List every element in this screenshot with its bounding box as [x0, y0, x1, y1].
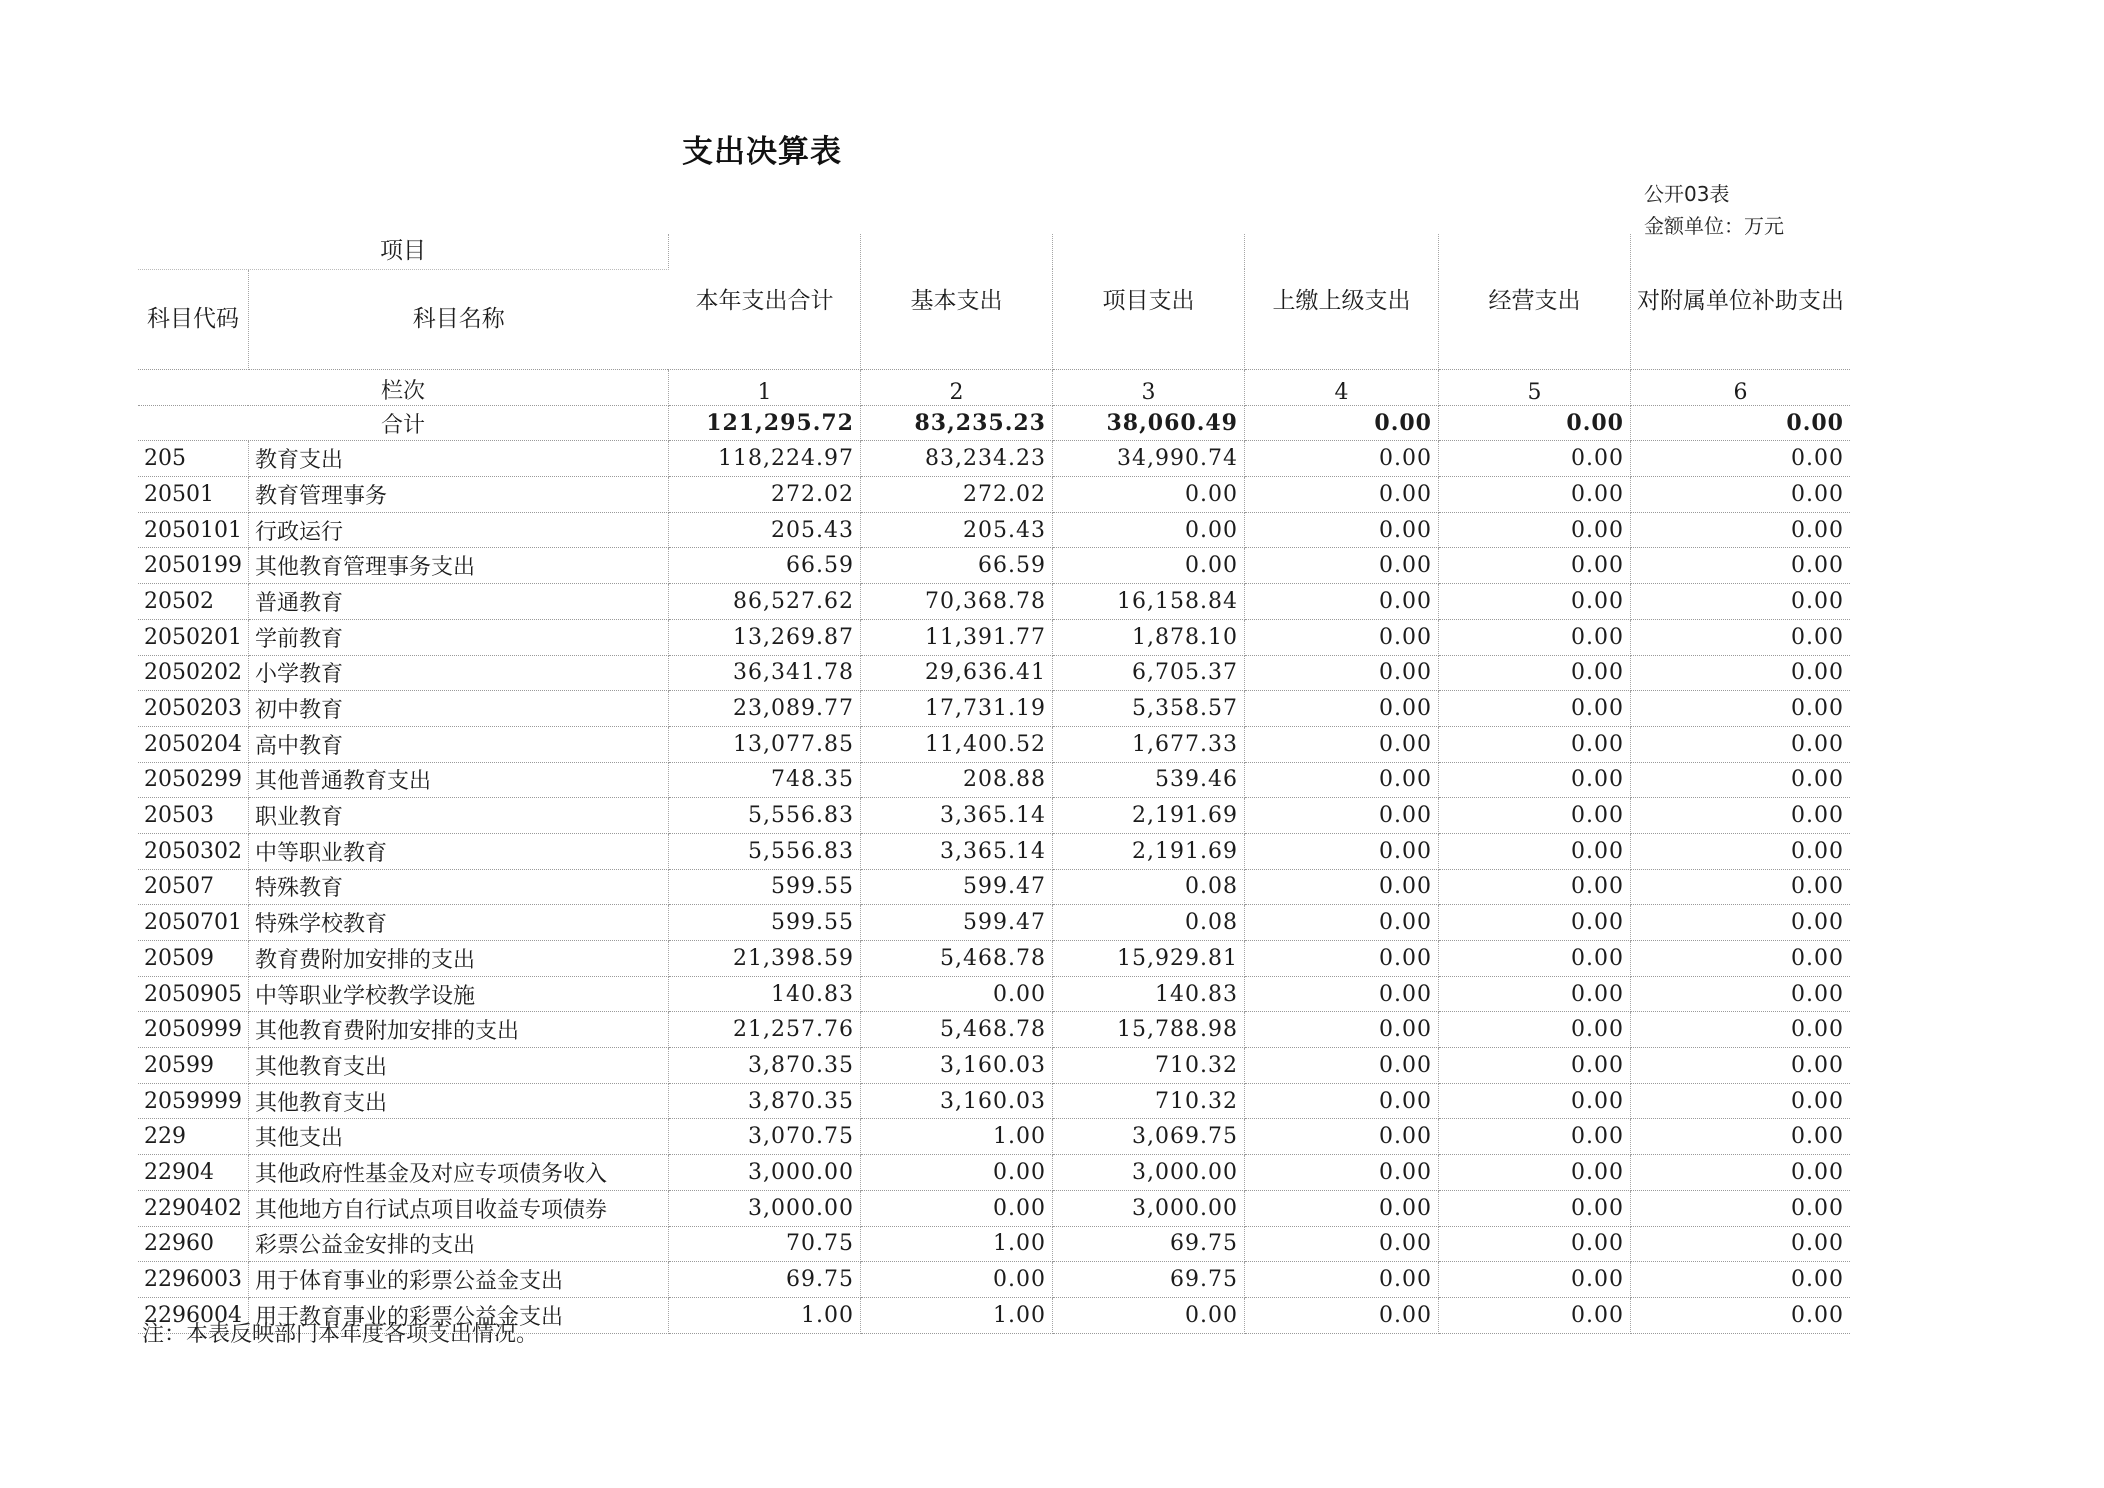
amount-cell: 0.00: [1630, 726, 1850, 762]
amount-cell: 0.00: [1630, 1226, 1850, 1262]
amount-cell: 0.00: [1244, 726, 1438, 762]
amount-cell: 599.55: [668, 869, 860, 905]
table-row: [138, 798, 1850, 834]
amount-cell: 1.00: [860, 1297, 1052, 1333]
amount-cell: 0.00: [1438, 1048, 1630, 1084]
header-basic-expenditure: 基本支出: [860, 234, 1052, 369]
amount-cell: 0.00: [1630, 798, 1850, 834]
table-note: 注：本表反映部门本年度各项支出情况。: [142, 1322, 539, 1347]
subject-code: 2296004: [138, 1297, 248, 1333]
amount-cell: 69.75: [668, 1262, 860, 1298]
expenditure-table: [138, 234, 1850, 1334]
subject-code: 2050202: [138, 655, 248, 691]
amount-cell: 0.00: [1630, 512, 1850, 548]
amount-cell: 0.00: [1244, 976, 1438, 1012]
amount-cell: 118,224.97: [668, 441, 860, 477]
amount-cell: 0.00: [1244, 1226, 1438, 1262]
subject-name: 彩票公益金安排的支出: [248, 1226, 668, 1262]
amount-cell: 0.00: [1630, 655, 1850, 691]
amount-cell: 0.00: [1630, 905, 1850, 941]
table-row: [138, 1262, 1850, 1298]
amount-cell: 0.00: [1630, 1012, 1850, 1048]
subject-code: 20501: [138, 477, 248, 513]
subject-code: 20599: [138, 1048, 248, 1084]
amount-cell: 0.00: [1630, 441, 1850, 477]
amount-cell: 0.00: [1630, 1262, 1850, 1298]
amount-cell: 0.00: [860, 1155, 1052, 1191]
amount-cell: 0.00: [1244, 1297, 1438, 1333]
column-index: 1: [668, 369, 860, 405]
header-operating-expenditure: 经营支出: [1438, 234, 1630, 369]
page-title: 支出决算表: [682, 134, 842, 170]
amount-cell: 0.00: [1244, 1012, 1438, 1048]
subject-code: 2050905: [138, 976, 248, 1012]
amount-cell: 15,788.98: [1052, 1012, 1244, 1048]
subject-name: 高中教育: [248, 726, 668, 762]
column-index: 4: [1244, 369, 1438, 405]
amount-cell: 3,870.35: [668, 1048, 860, 1084]
amount-cell: 0.00: [1052, 512, 1244, 548]
amount-cell: 0.00: [1244, 655, 1438, 691]
table-row: [138, 869, 1850, 905]
amount-cell: 3,000.00: [1052, 1155, 1244, 1191]
table-row: [138, 976, 1850, 1012]
amount-unit: 金额单位：万元: [1644, 214, 1784, 238]
amount-cell: 1,677.33: [1052, 726, 1244, 762]
amount-cell: 1.00: [668, 1297, 860, 1333]
subject-name: 其他政府性基金及对应专项债务收入: [248, 1155, 668, 1191]
amount-cell: 34,990.74: [1052, 441, 1244, 477]
amount-cell: 599.47: [860, 905, 1052, 941]
subject-name: 其他支出: [248, 1119, 668, 1155]
total-value: 0.00: [1630, 405, 1850, 441]
subject-name: 用于教育事业的彩票公益金支出: [248, 1297, 668, 1333]
amount-cell: 0.00: [1438, 1155, 1630, 1191]
subject-code: 2296003: [138, 1262, 248, 1298]
subject-code: 2050203: [138, 691, 248, 727]
subject-code: 2050302: [138, 833, 248, 869]
amount-cell: 1,878.10: [1052, 619, 1244, 655]
amount-cell: 3,000.00: [668, 1155, 860, 1191]
amount-cell: 86,527.62: [668, 584, 860, 620]
subject-code: 2050299: [138, 762, 248, 798]
amount-cell: 0.00: [1630, 1155, 1850, 1191]
amount-cell: 0.00: [1438, 1262, 1630, 1298]
amount-cell: 272.02: [860, 477, 1052, 513]
subject-name: 职业教育: [248, 798, 668, 834]
amount-cell: 5,358.57: [1052, 691, 1244, 727]
amount-cell: 208.88: [860, 762, 1052, 798]
column-index-label: 栏次: [138, 369, 668, 405]
amount-cell: 3,069.75: [1052, 1119, 1244, 1155]
table-row: [138, 833, 1850, 869]
table-row: [138, 1012, 1850, 1048]
subject-name: 用于体育事业的彩票公益金支出: [248, 1262, 668, 1298]
total-value: 0.00: [1438, 405, 1630, 441]
subject-code: 22904: [138, 1155, 248, 1191]
amount-cell: 3,000.00: [1052, 1190, 1244, 1226]
amount-cell: 0.00: [1438, 905, 1630, 941]
amount-cell: 539.46: [1052, 762, 1244, 798]
amount-cell: 0.00: [1244, 762, 1438, 798]
subject-code: 2050999: [138, 1012, 248, 1048]
amount-cell: 272.02: [668, 477, 860, 513]
amount-cell: 70.75: [668, 1226, 860, 1262]
amount-cell: 3,365.14: [860, 833, 1052, 869]
amount-cell: 0.00: [1630, 619, 1850, 655]
amount-cell: 0.00: [1244, 1083, 1438, 1119]
amount-cell: 140.83: [668, 976, 860, 1012]
amount-cell: 0.00: [1244, 1048, 1438, 1084]
amount-cell: 3,365.14: [860, 798, 1052, 834]
amount-cell: 0.00: [1438, 441, 1630, 477]
subject-code: 20503: [138, 798, 248, 834]
amount-cell: 66.59: [668, 548, 860, 584]
subject-name: 中等职业学校教学设施: [248, 976, 668, 1012]
subject-name: 中等职业教育: [248, 833, 668, 869]
amount-cell: 1.00: [860, 1119, 1052, 1155]
amount-cell: 0.00: [1052, 548, 1244, 584]
amount-cell: 0.00: [1630, 1083, 1850, 1119]
table-row: [138, 1048, 1850, 1084]
amount-cell: 0.00: [1630, 1297, 1850, 1333]
amount-cell: 205.43: [668, 512, 860, 548]
amount-cell: 0.00: [1244, 584, 1438, 620]
amount-cell: 2,191.69: [1052, 798, 1244, 834]
amount-cell: 0.08: [1052, 869, 1244, 905]
amount-cell: 1.00: [860, 1226, 1052, 1262]
table-row: [138, 691, 1850, 727]
subject-code: 205: [138, 441, 248, 477]
table-row: [138, 548, 1850, 584]
header-subject-name: 科目名称: [248, 269, 668, 369]
amount-cell: 36,341.78: [668, 655, 860, 691]
amount-cell: 0.00: [1052, 1297, 1244, 1333]
amount-cell: 83,234.23: [860, 441, 1052, 477]
amount-cell: 0.00: [1438, 726, 1630, 762]
amount-cell: 0.00: [1244, 1155, 1438, 1191]
amount-cell: 6,705.37: [1052, 655, 1244, 691]
amount-cell: 0.00: [1438, 1190, 1630, 1226]
table-row: [138, 512, 1850, 548]
table-row: [138, 726, 1850, 762]
amount-cell: 0.00: [1244, 869, 1438, 905]
subject-name: 教育费附加安排的支出: [248, 941, 668, 977]
amount-cell: 0.00: [1244, 477, 1438, 513]
amount-cell: 0.00: [1630, 1190, 1850, 1226]
amount-cell: 0.00: [860, 1262, 1052, 1298]
amount-cell: 15,929.81: [1052, 941, 1244, 977]
total-label: 合计: [138, 405, 668, 441]
amount-cell: 0.00: [1244, 798, 1438, 834]
amount-cell: 0.00: [1630, 1119, 1850, 1155]
table-row: [138, 584, 1850, 620]
amount-cell: 0.00: [1630, 869, 1850, 905]
amount-cell: 0.00: [860, 976, 1052, 1012]
total-value: 83,235.23: [860, 405, 1052, 441]
amount-cell: 0.00: [1244, 1262, 1438, 1298]
amount-cell: 0.08: [1052, 905, 1244, 941]
amount-cell: 0.00: [1438, 584, 1630, 620]
subject-name: 教育支出: [248, 441, 668, 477]
amount-cell: 11,400.52: [860, 726, 1052, 762]
column-index: 6: [1630, 369, 1850, 405]
amount-cell: 5,468.78: [860, 941, 1052, 977]
amount-cell: 0.00: [1438, 1297, 1630, 1333]
subject-code: 20502: [138, 584, 248, 620]
table-row: [138, 941, 1850, 977]
amount-cell: 0.00: [1630, 548, 1850, 584]
amount-cell: 140.83: [1052, 976, 1244, 1012]
form-number: 公开03表: [1644, 182, 1730, 206]
amount-cell: 2,191.69: [1052, 833, 1244, 869]
amount-cell: 0.00: [1438, 976, 1630, 1012]
subject-name: 其他地方自行试点项目收益专项债券: [248, 1190, 668, 1226]
amount-cell: 13,077.85: [668, 726, 860, 762]
amount-cell: 0.00: [1630, 941, 1850, 977]
table-body: [138, 441, 1850, 1333]
amount-cell: 5,556.83: [668, 833, 860, 869]
subject-name: 其他普通教育支出: [248, 762, 668, 798]
amount-cell: 599.47: [860, 869, 1052, 905]
amount-cell: 0.00: [1244, 1190, 1438, 1226]
amount-cell: 0.00: [1438, 477, 1630, 513]
amount-cell: 0.00: [1438, 798, 1630, 834]
amount-cell: 0.00: [1630, 477, 1850, 513]
amount-cell: 0.00: [1438, 512, 1630, 548]
amount-cell: 0.00: [1630, 976, 1850, 1012]
amount-cell: 3,160.03: [860, 1048, 1052, 1084]
header-project: 项目: [138, 234, 668, 269]
amount-cell: 3,870.35: [668, 1083, 860, 1119]
subject-name: 特殊学校教育: [248, 905, 668, 941]
table-row: [138, 1119, 1850, 1155]
amount-cell: 0.00: [1438, 941, 1630, 977]
amount-cell: 21,257.76: [668, 1012, 860, 1048]
amount-cell: 3,070.75: [668, 1119, 860, 1155]
amount-cell: 0.00: [1438, 691, 1630, 727]
amount-cell: 0.00: [1052, 477, 1244, 513]
table-row: [138, 1155, 1850, 1191]
amount-cell: 3,000.00: [668, 1190, 860, 1226]
amount-cell: 0.00: [1244, 691, 1438, 727]
amount-cell: 0.00: [1244, 833, 1438, 869]
subject-code: 229: [138, 1119, 248, 1155]
header-subject-code: 科目代码: [138, 269, 248, 369]
table-row: [138, 655, 1850, 691]
subject-name: 行政运行: [248, 512, 668, 548]
subject-name: 普通教育: [248, 584, 668, 620]
subject-name: 其他教育支出: [248, 1048, 668, 1084]
table-row: [138, 441, 1850, 477]
header-upper-level-payment: 上缴上级支出: [1244, 234, 1438, 369]
table-row: [138, 1190, 1850, 1226]
subject-name: 教育管理事务: [248, 477, 668, 513]
subject-code: 2050201: [138, 619, 248, 655]
amount-cell: 710.32: [1052, 1048, 1244, 1084]
amount-cell: 0.00: [1244, 512, 1438, 548]
amount-cell: 69.75: [1052, 1262, 1244, 1298]
amount-cell: 0.00: [1630, 833, 1850, 869]
amount-cell: 5,468.78: [860, 1012, 1052, 1048]
amount-cell: 70,368.78: [860, 584, 1052, 620]
subject-name: 其他教育支出: [248, 1083, 668, 1119]
amount-cell: 0.00: [1438, 655, 1630, 691]
header-subsidiary-subsidy: 对附属单位补助支出: [1630, 234, 1850, 369]
column-index: 3: [1052, 369, 1244, 405]
amount-cell: 0.00: [1244, 548, 1438, 584]
column-index: 2: [860, 369, 1052, 405]
amount-cell: 599.55: [668, 905, 860, 941]
column-index-row: [138, 369, 1850, 405]
subject-name: 其他教育管理事务支出: [248, 548, 668, 584]
amount-cell: 0.00: [1438, 548, 1630, 584]
amount-cell: 66.59: [860, 548, 1052, 584]
header-project-expenditure: 项目支出: [1052, 234, 1244, 369]
amount-cell: 0.00: [1244, 619, 1438, 655]
amount-cell: 0.00: [1438, 833, 1630, 869]
amount-cell: 5,556.83: [668, 798, 860, 834]
amount-cell: 11,391.77: [860, 619, 1052, 655]
amount-cell: 0.00: [1438, 619, 1630, 655]
subject-code: 20507: [138, 869, 248, 905]
amount-cell: 710.32: [1052, 1083, 1244, 1119]
amount-cell: 0.00: [1630, 1048, 1850, 1084]
header-total-expenditure: 本年支出合计: [668, 234, 860, 369]
amount-cell: 0.00: [1438, 869, 1630, 905]
amount-cell: 0.00: [1244, 1119, 1438, 1155]
table-row: [138, 1083, 1850, 1119]
subject-code: 2050204: [138, 726, 248, 762]
amount-cell: 0.00: [1630, 691, 1850, 727]
amount-cell: 0.00: [1438, 1119, 1630, 1155]
amount-cell: 13,269.87: [668, 619, 860, 655]
subject-code: 2290402: [138, 1190, 248, 1226]
total-row: [138, 405, 1850, 441]
total-value: 121,295.72: [668, 405, 860, 441]
total-value: 0.00: [1244, 405, 1438, 441]
subject-code: 2050199: [138, 548, 248, 584]
amount-cell: 748.35: [668, 762, 860, 798]
table-row: [138, 619, 1850, 655]
amount-cell: 3,160.03: [860, 1083, 1052, 1119]
amount-cell: 0.00: [1244, 941, 1438, 977]
amount-cell: 21,398.59: [668, 941, 860, 977]
amount-cell: 0.00: [1438, 762, 1630, 798]
table-row: [138, 477, 1850, 513]
subject-code: 22960: [138, 1226, 248, 1262]
amount-cell: 23,089.77: [668, 691, 860, 727]
amount-cell: 0.00: [1438, 1083, 1630, 1119]
amount-cell: 69.75: [1052, 1226, 1244, 1262]
table-row: [138, 905, 1850, 941]
amount-cell: 0.00: [1244, 905, 1438, 941]
amount-cell: 0.00: [1630, 762, 1850, 798]
amount-cell: 0.00: [860, 1190, 1052, 1226]
subject-name: 学前教育: [248, 619, 668, 655]
amount-cell: 205.43: [860, 512, 1052, 548]
amount-cell: 29,636.41: [860, 655, 1052, 691]
subject-code: 2059999: [138, 1083, 248, 1119]
subject-name: 其他教育费附加安排的支出: [248, 1012, 668, 1048]
amount-cell: 0.00: [1244, 441, 1438, 477]
table-row: [138, 762, 1850, 798]
subject-code: 2050701: [138, 905, 248, 941]
subject-code: 2050101: [138, 512, 248, 548]
column-index: 5: [1438, 369, 1630, 405]
amount-cell: 0.00: [1438, 1226, 1630, 1262]
table-row: [138, 1226, 1850, 1262]
subject-code: 20509: [138, 941, 248, 977]
subject-name: 特殊教育: [248, 869, 668, 905]
total-value: 38,060.49: [1052, 405, 1244, 441]
amount-cell: 16,158.84: [1052, 584, 1244, 620]
subject-name: 小学教育: [248, 655, 668, 691]
subject-name: 初中教育: [248, 691, 668, 727]
amount-cell: 17,731.19: [860, 691, 1052, 727]
amount-cell: 0.00: [1630, 584, 1850, 620]
amount-cell: 0.00: [1438, 1012, 1630, 1048]
